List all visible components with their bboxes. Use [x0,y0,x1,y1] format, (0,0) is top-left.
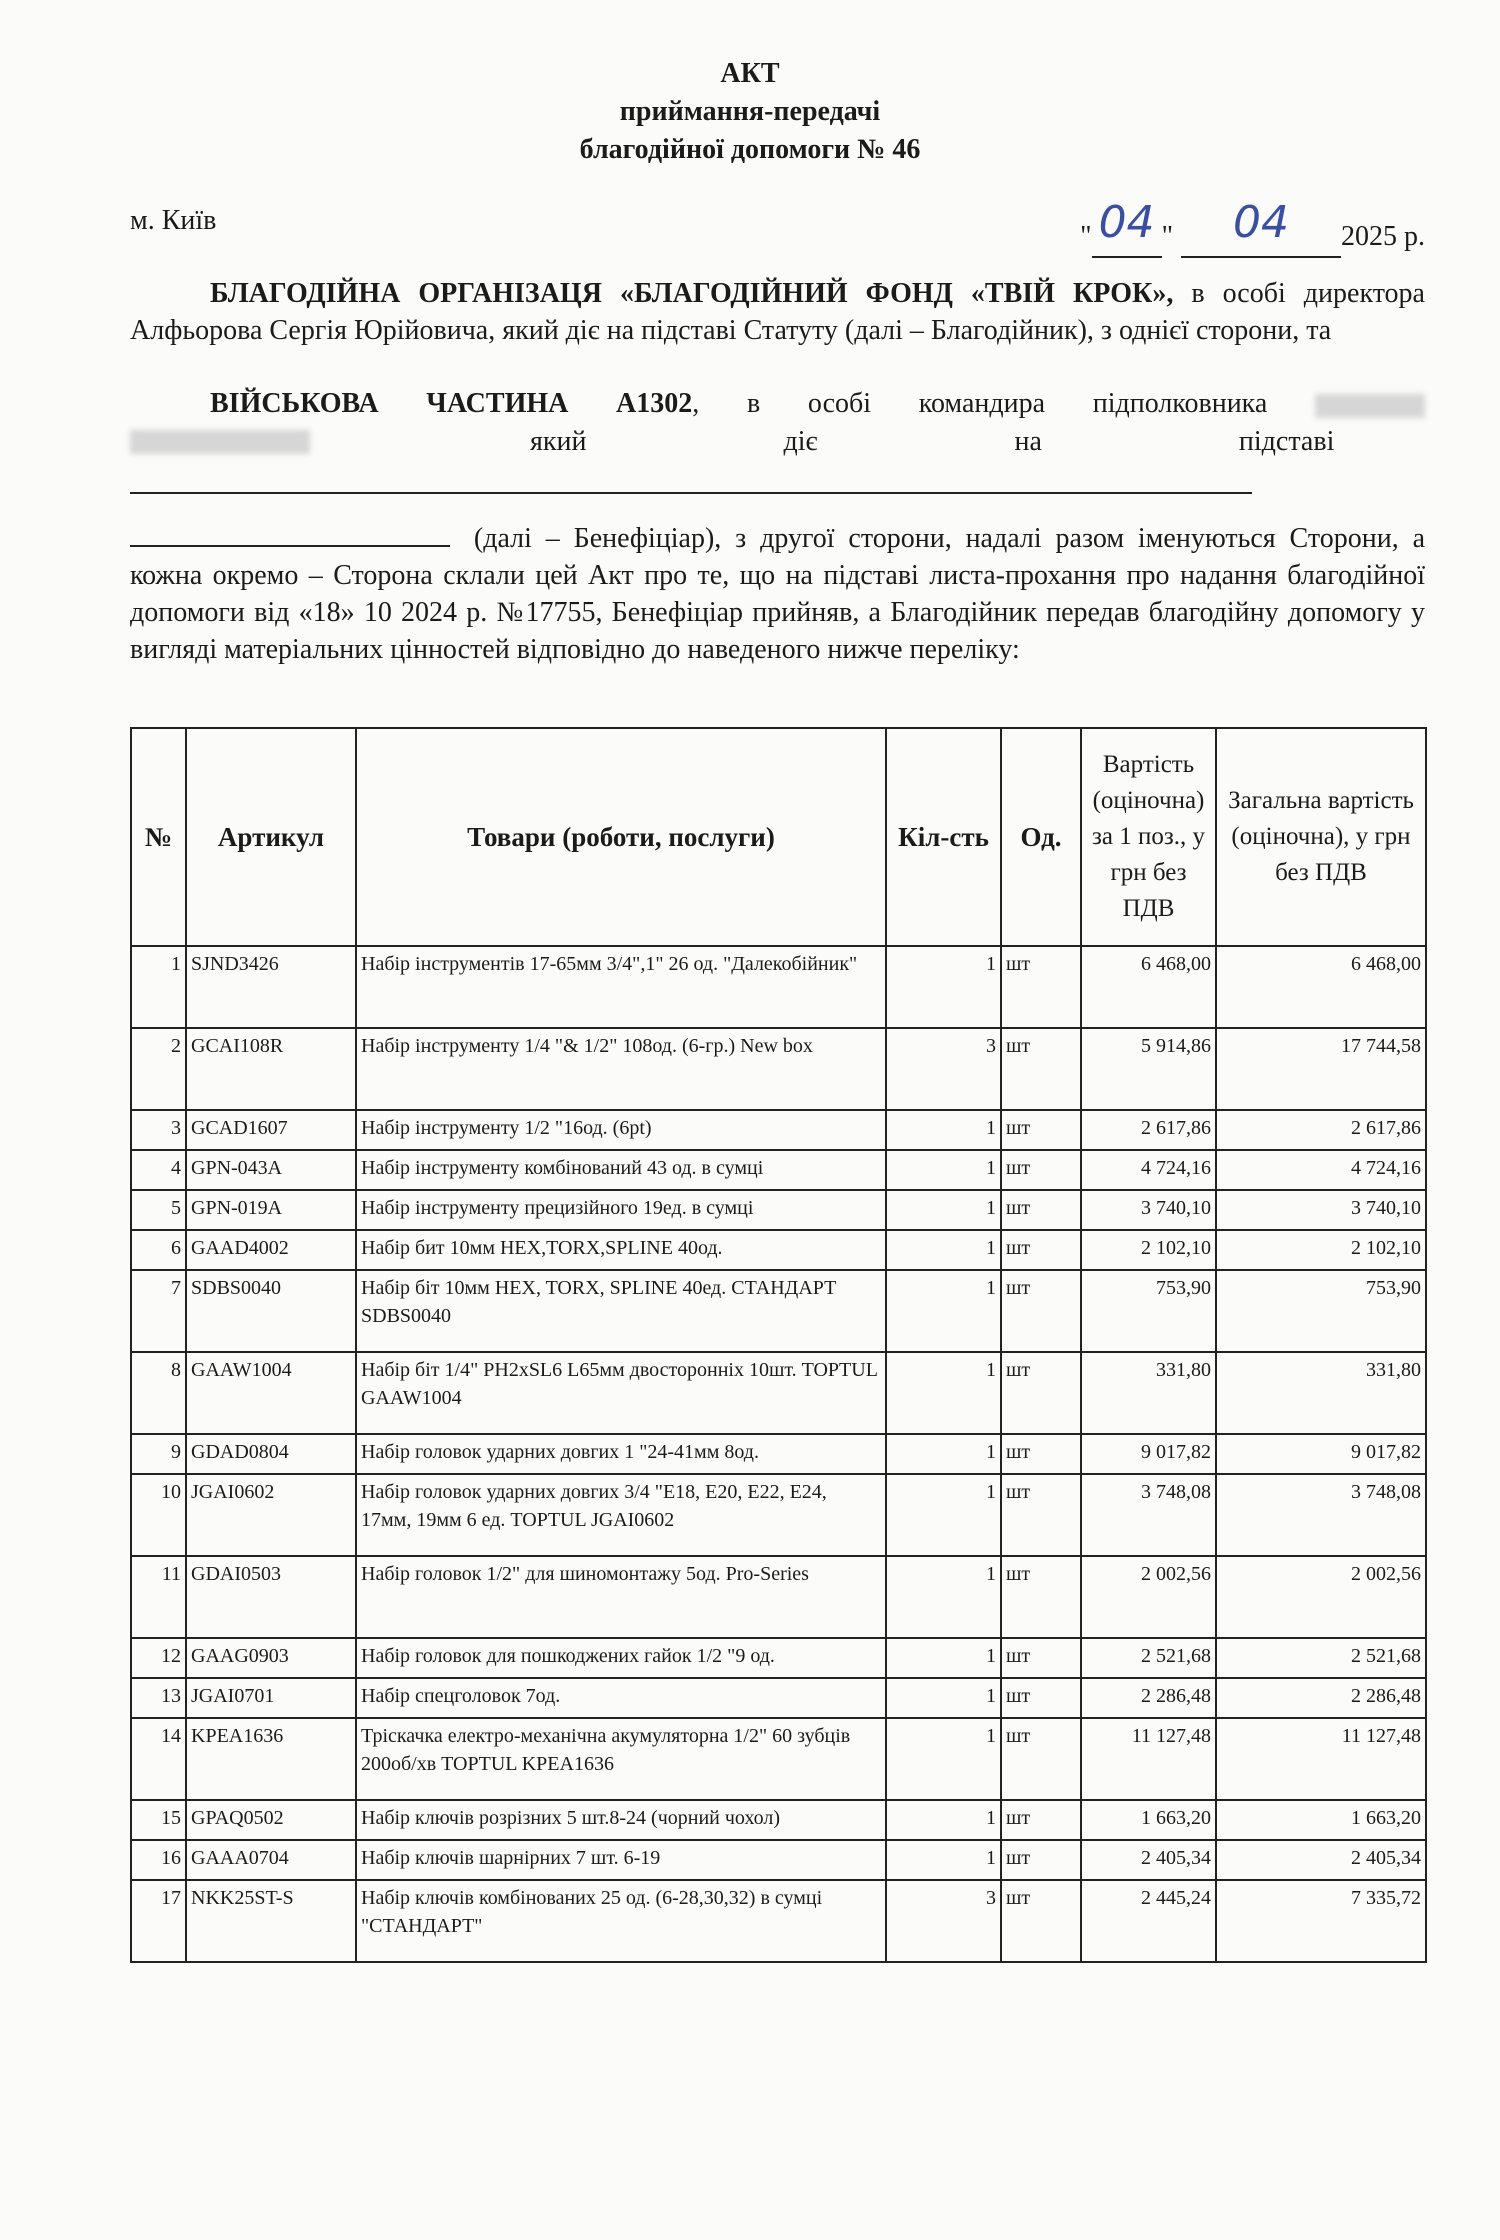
cell-num: 14 [131,1718,186,1800]
table-row [131,1800,1426,1840]
donor-name: БЛАГОДІЙНА ОРГАНІЗАЦЯ «БЛАГОДІЙНИЙ ФОНД «ТВІЙ КРОК», [210,278,1174,309]
table-row [131,1434,1426,1474]
cell-total: 1 663,20 [1216,1800,1426,1840]
cell-qty: 1 [886,1474,1001,1556]
cell-price: 2 002,56 [1081,1556,1216,1638]
cell-unit: шт [1001,1150,1081,1190]
cell-goods: Набір головок ударних довгих 1 "24-41мм 8од. [356,1434,886,1474]
cell-sku: GPN-043A [186,1150,356,1190]
cell-num: 8 [131,1352,186,1434]
cell-price: 3 748,08 [1081,1474,1216,1556]
table-row [131,1840,1426,1880]
table-row [131,946,1426,1028]
cell-goods: Набір головок для пошкоджених гайок 1/2 "9 од. [356,1638,886,1678]
header-num: № [131,728,186,946]
cell-qty: 1 [886,1270,1001,1352]
cell-num: 16 [131,1840,186,1880]
cell-total: 7 335,72 [1216,1880,1426,1962]
cell-unit: шт [1001,1800,1081,1840]
cell-total: 3 748,08 [1216,1474,1426,1556]
cell-sku: GCAI108R [186,1028,356,1110]
cell-num: 2 [131,1028,186,1110]
cell-sku: GDAD0804 [186,1434,356,1474]
cell-price: 2 405,34 [1081,1840,1216,1880]
cell-goods: Набір біт 10мм HEX, TORX, SPLINE 40ед. СТАНДАРТ SDBS0040 [356,1270,886,1352]
cell-goods: Набір ключів розрізних 5 шт.8-24 (чорний чохол) [356,1800,886,1840]
blank-line-2 [130,523,450,547]
table-row [131,1352,1426,1434]
cell-sku: GDAI0503 [186,1556,356,1638]
table-row [131,1880,1426,1962]
header-price: Вартість (оціночна) за 1 поз., у грн без ПДВ [1081,728,1216,946]
items-table-body [131,946,1426,1962]
donor-details: в особі директора Алфьорова Сергія Юрійовича, який діє на підставі Статуту (далі – Благодійник), з однієї сторони, та [130,278,1425,346]
cell-qty: 1 [886,1434,1001,1474]
cell-num: 6 [131,1230,186,1270]
cell-qty: 3 [886,1880,1001,1962]
paragraph-unit [130,385,1425,422]
cell-num: 13 [131,1678,186,1718]
cell-goods: Набір спецголовок 7од. [356,1678,886,1718]
cell-total: 2 617,86 [1216,1110,1426,1150]
cell-num: 17 [131,1880,186,1962]
place-date-line [130,197,1425,252]
paragraph-donor [130,275,1425,349]
cell-qty: 1 [886,1352,1001,1434]
cell-qty: 1 [886,1230,1001,1270]
cell-price: 6 468,00 [1081,946,1216,1028]
cell-goods: Набір головок ударних довгих 3/4 "E18, E20, E22, E24, 17мм, 19мм 6 ед. TOPTUL JGAI0602 [356,1474,886,1556]
cell-qty: 1 [886,1190,1001,1230]
cell-total: 2 002,56 [1216,1556,1426,1638]
cell-sku: NKK25ST-S [186,1880,356,1962]
cell-num: 10 [131,1474,186,1556]
cell-qty: 1 [886,946,1001,1028]
cell-num: 3 [131,1110,186,1150]
cell-price: 3 740,10 [1081,1190,1216,1230]
cell-qty: 1 [886,1678,1001,1718]
cell-goods: Набір головок 1/2" для шиномонтажу 5од. Pro-Series [356,1556,886,1638]
cell-num: 12 [131,1638,186,1678]
cell-unit: шт [1001,1880,1081,1962]
cell-sku: GAAA0704 [186,1840,356,1880]
unit-basis-text: який діє на підставі [530,426,1335,457]
cell-price: 4 724,16 [1081,1150,1216,1190]
cell-unit: шт [1001,1110,1081,1150]
cell-sku: GPN-019A [186,1190,356,1230]
cell-price: 2 617,86 [1081,1110,1216,1150]
cell-price: 11 127,48 [1081,1718,1216,1800]
table-row [131,1556,1426,1638]
cell-sku: GAAD4002 [186,1230,356,1270]
cell-qty: 1 [886,1556,1001,1638]
header-total: Загальна вартість (оціночна), у грн без ПДВ [1216,728,1426,946]
cell-unit: шт [1001,1352,1081,1434]
cell-price: 9 017,82 [1081,1434,1216,1474]
cell-sku: SDBS0040 [186,1270,356,1352]
cell-num: 15 [131,1800,186,1840]
cell-num: 5 [131,1190,186,1230]
table-row [131,1190,1426,1230]
cell-qty: 1 [886,1638,1001,1678]
date-field: " 04 " 04 2025 р. [1080,205,1425,258]
cell-total: 6 468,00 [1216,946,1426,1028]
cell-unit: шт [1001,1556,1081,1638]
cell-qty: 1 [886,1150,1001,1190]
table-row [131,1230,1426,1270]
city-text: м. Київ [130,205,217,236]
table-row [131,1028,1426,1110]
cell-qty: 1 [886,1840,1001,1880]
cell-sku: GAAW1004 [186,1352,356,1434]
act-title-block [0,55,1500,169]
act-subtitle-1: приймання-передачі [619,96,881,127]
paragraph-unit-line2 [130,423,1425,460]
cell-total: 331,80 [1216,1352,1426,1434]
beneficiary-text: (далі – Бенефіціар), з другої сторони, надалі разом іменуються Сторони, а кожна окремо – Сторона склали цей Акт про те, що на підставі листа-прохання про надання благодійної допомоги від «18» 10 2024 р. №17755, Бенефіціар прийняв, а Благодійник передав благодійну допомогу у вигляді матеріальних цінностей відповідно до наведеного нижче переліку: [130,523,1425,665]
cell-total: 3 740,10 [1216,1190,1426,1230]
cell-unit: шт [1001,1230,1081,1270]
unit-name: ВІЙСЬКОВА ЧАСТИНА А1302 [210,388,693,419]
cell-total: 17 744,58 [1216,1028,1426,1110]
cell-unit: шт [1001,1270,1081,1352]
cell-unit: шт [1001,1434,1081,1474]
cell-goods: Набір біт 1/4" PH2xSL6 L65мм двосторонніх 10шт. TOPTUL GAAW1004 [356,1352,886,1434]
cell-total: 2 102,10 [1216,1230,1426,1270]
table-row [131,1678,1426,1718]
redacted-name-1 [1315,394,1425,418]
cell-sku: GCAD1607 [186,1110,356,1150]
cell-num: 7 [131,1270,186,1352]
cell-unit: шт [1001,1678,1081,1718]
cell-qty: 1 [886,1718,1001,1800]
table-row [131,1718,1426,1800]
table-header-row [131,728,1426,946]
cell-sku: GAAG0903 [186,1638,356,1678]
table-row [131,1150,1426,1190]
cell-unit: шт [1001,1190,1081,1230]
act-title: АКТ [720,58,780,89]
cell-unit: шт [1001,946,1081,1028]
cell-sku: JGAI0701 [186,1678,356,1718]
header-qty: Кіл-сть [886,728,1001,946]
table-row [131,1638,1426,1678]
items-table [130,727,1427,1963]
act-subtitle-2: благодійної допомоги № 46 [579,134,921,165]
cell-price: 331,80 [1081,1352,1216,1434]
cell-qty: 1 [886,1110,1001,1150]
cell-goods: Набір ключів комбінованих 25 од. (6-28,30,32) в сумці "СТАНДАРТ" [356,1880,886,1962]
handwritten-day: 04 [1098,197,1155,248]
header-unit: Од. [1001,728,1081,946]
cell-qty: 3 [886,1028,1001,1110]
cell-unit: шт [1001,1028,1081,1110]
cell-goods: Тріскачка електро-механічна акумуляторна 1/2" 60 зубців 200об/хв TOPTUL KPEA1636 [356,1718,886,1800]
cell-num: 4 [131,1150,186,1190]
cell-qty: 1 [886,1800,1001,1840]
redacted-name-2 [130,430,310,454]
cell-price: 2 102,10 [1081,1230,1216,1270]
paragraph-beneficiary [130,520,1425,668]
cell-total: 753,90 [1216,1270,1426,1352]
table-row [131,1474,1426,1556]
cell-price: 753,90 [1081,1270,1216,1352]
table-row [131,1270,1426,1352]
cell-total: 2 521,68 [1216,1638,1426,1678]
cell-price: 2 445,24 [1081,1880,1216,1962]
cell-unit: шт [1001,1840,1081,1880]
cell-total: 2 286,48 [1216,1678,1426,1718]
cell-num: 1 [131,946,186,1028]
cell-total: 2 405,34 [1216,1840,1426,1880]
cell-goods: Набір інструменту 1/2 "16од. (6pt) [356,1110,886,1150]
cell-price: 1 663,20 [1081,1800,1216,1840]
cell-price: 5 914,86 [1081,1028,1216,1110]
cell-sku: JGAI0602 [186,1474,356,1556]
cell-sku: KPEA1636 [186,1718,356,1800]
cell-num: 9 [131,1434,186,1474]
cell-goods: Набір інструментів 17-65мм 3/4",1" 26 од. "Далекобійник" [356,946,886,1028]
table-row [131,1110,1426,1150]
cell-goods: Набір інструменту прецизійного 19ед. в сумці [356,1190,886,1230]
handwritten-month: 04 [1233,197,1289,248]
cell-price: 2 286,48 [1081,1678,1216,1718]
cell-goods: Набір ключів шарнірних 7 шт. 6-19 [356,1840,886,1880]
cell-goods: Набір бит 10мм HEX,TORX,SPLINE 40од. [356,1230,886,1270]
cell-unit: шт [1001,1718,1081,1800]
cell-total: 4 724,16 [1216,1150,1426,1190]
unit-details: , в особі командира підполковника [692,388,1268,419]
header-goods: Товари (роботи, послуги) [356,728,886,946]
cell-sku: SJND3426 [186,946,356,1028]
cell-total: 9 017,82 [1216,1434,1426,1474]
cell-total: 11 127,48 [1216,1718,1426,1800]
cell-goods: Набір інструменту 1/4 "& 1/2" 108од. (6-гр.) New box [356,1028,886,1110]
cell-sku: GPAQ0502 [186,1800,356,1840]
cell-unit: шт [1001,1638,1081,1678]
blank-line-1 [130,492,1252,494]
cell-price: 2 521,68 [1081,1638,1216,1678]
year-text: 2025 р. [1341,221,1425,252]
cell-unit: шт [1001,1474,1081,1556]
header-sku: Артикул [186,728,356,946]
cell-goods: Набір інструменту комбінований 43 од. в сумці [356,1150,886,1190]
cell-num: 11 [131,1556,186,1638]
